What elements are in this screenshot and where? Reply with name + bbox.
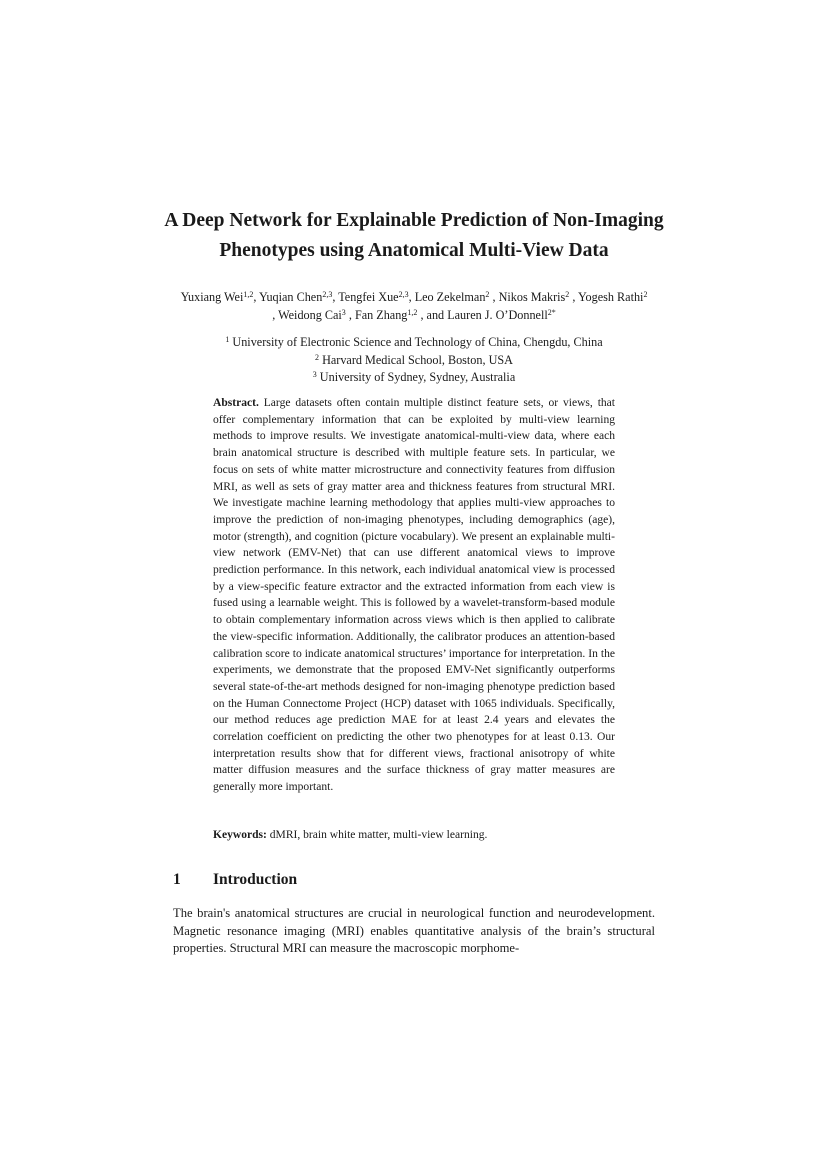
abstract-label: Abstract. [213, 397, 259, 409]
keywords-label: Keywords: [213, 829, 267, 841]
author-affiliation-mark: 1,2 [407, 308, 418, 317]
affiliation [178, 369, 650, 387]
author: Yogesh Rathi [577, 290, 644, 304]
author-affiliation-mark: 2* [547, 308, 556, 317]
affiliation-text: University of Electronic Science and Technology of China, Chengdu, China [232, 335, 603, 349]
author-affiliation-mark: 2 [643, 290, 648, 299]
affiliation [178, 352, 650, 370]
author: Fan Zhang [354, 308, 408, 322]
author-affiliation-mark: 2 [565, 290, 570, 299]
author-list: Yuxiang Wei$^{1,2}$, Yuqian Chen$^{2,3}$, Tengfei Xue$^{2,3}$, Leo Zekelman$^2$ , Nikos Makris$^2$ , Yogesh Rathi$^2$ , Weidong Cai$^3$ , Fan Zhang$^{1,2}$ , and Lauren J. O’Donnell$^{2*}$ [180, 290, 648, 322]
author-affiliation-mark: 3 [341, 308, 346, 317]
author: Tengfei Xue [338, 290, 399, 304]
author-affiliation-mark: 2,3 [322, 290, 333, 299]
author: Weidong Cai [278, 308, 342, 322]
author: Leo Zekelman [414, 290, 486, 304]
abstract-text: Large datasets often contain multiple distinct feature sets, or views, that offer complementary information that can be exploited by multi-view learning methods to improve results. We investigate anatomical-multi-view data, where each brain anatomical structure is described with multiple feature sets. In particular, we focus on sets of white matter microstructure and connectivity features from diffusion MRI, as well as sets of gray matter area and thickness features from structural MRI. We investigate machine learning methodology that applies multi-view approaches to improve the prediction of non-imaging phenotypes, including demographics (age), motor (strength), and cognition (picture vocabulary). We present an explainable multi-view network (EMV-Net) that can use different anatomical views to improve prediction performance. In this network, each individual anatomical view is processed by a view-specific feature extractor and the extracted information from each view is fused using a learnable weight. This is followed by a wavelet-transform-based module to obtain complementary information across views which is then applied to calibrate the view-specific information. Additionally, the calibrator produces an attention-based calibration score to indicate anatomical structures’ importance for interpretation. In the experiments, we demonstrate that the proposed EMV-Net significantly outperforms several state-of-the-art methods designed for non-imaging phenotype prediction based on the Human Connectome Project (HCP) dataset with 1065 individuals. Specifically, our method reduces age prediction MAE for at least 2.4 years and elevates the correlation coefficient on predicting the other two phenotypes for at least 0.13. Our interpretation results show that for different views, fractional anisotropy of white matter diffusion measures and the surface thickness of gray matter measures are generally more important. [213, 397, 616, 794]
author: Yuxiang Wei [180, 290, 244, 304]
author: Nikos Makris [498, 290, 566, 304]
section-heading [173, 869, 297, 891]
affiliation-mark: 2 [315, 352, 320, 362]
author-affiliation-mark: 2,3 [398, 290, 409, 299]
author-affiliation-mark: 2 [485, 290, 490, 299]
section-title: Introduction [213, 871, 298, 888]
author: Lauren J. O’Donnell [447, 308, 548, 322]
affiliation-text: Harvard Medical School, Boston, USA [322, 352, 513, 367]
affiliation-text: University of Sydney, Sydney, Australia [319, 370, 516, 384]
author: Yuqian Chen [259, 290, 323, 304]
intro-paragraph: The brain's anatomical structures are crucial in neurological function and neurodevelopment. Magnetic resonance imaging (MRI) enables quantitative analysis of the brain’s structural properties. Structural MRI can measure the macroscopic morphome- [173, 906, 655, 956]
affiliation-list [178, 334, 650, 387]
affiliation [178, 334, 650, 352]
affiliation-mark: 1 [225, 335, 230, 344]
affiliation-mark: 3 [312, 370, 317, 379]
keywords-text: dMRI, brain white matter, multi-view learning. [269, 829, 488, 841]
keywords [213, 827, 615, 844]
paper-title: A Deep Network for Explainable Prediction of Non-Imaging Phenotypes using Anatomical Multi-View Data [164, 210, 664, 261]
abstract [213, 395, 615, 796]
author-affiliation-mark: 1,2 [243, 290, 254, 299]
section-number: 1 [173, 871, 181, 888]
